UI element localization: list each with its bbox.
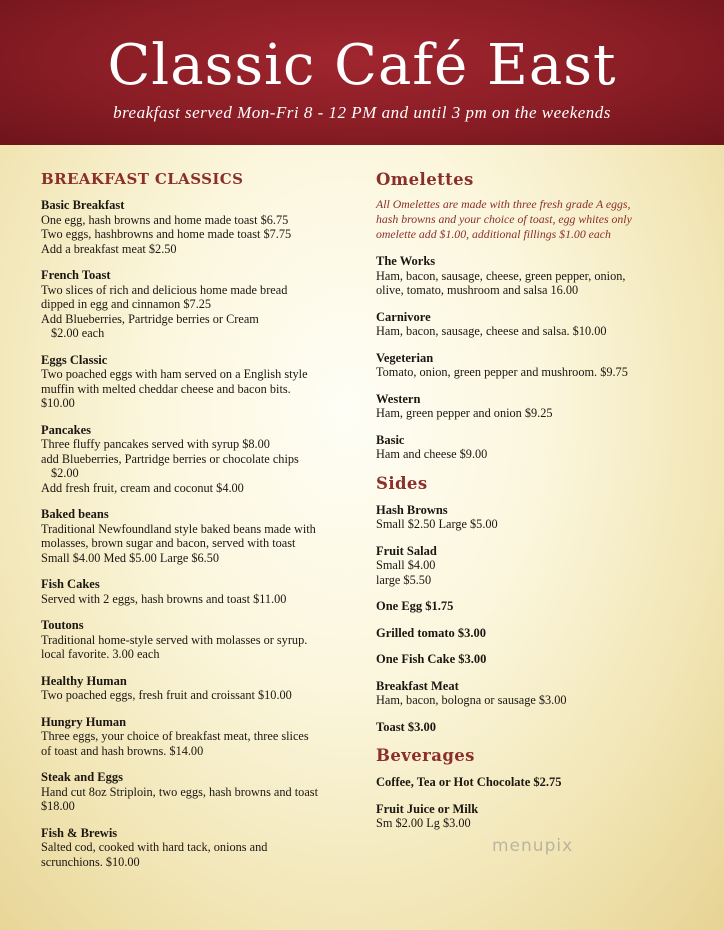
menu-item-description: Tomato, onion, green pepper and mushroom. $9.75 [376, 365, 628, 379]
menu-item-description: Two eggs, hashbrowns and home made toast $7.75 [41, 227, 292, 241]
menu-item [41, 770, 341, 814]
menu-item [41, 674, 341, 703]
menu-item-name: Toast $3.00 [376, 719, 436, 734]
menu-item-description: add Blueberries, Partridge berries or chocolate chips [41, 451, 299, 466]
menu-item-description: Small $4.00 Med $5.00 Large $6.50 [41, 550, 220, 565]
menu-item-name: Toutons [41, 618, 84, 632]
menu-item-description: Three eggs, your choice of breakfast meat, three slices [41, 729, 309, 743]
menu-item-name: Steak and Eggs [41, 770, 123, 784]
menu-item [376, 310, 676, 339]
menu-item [376, 775, 676, 790]
menu-item [376, 392, 676, 421]
menu-item [41, 423, 341, 496]
menu-item-description: $10.00 [41, 396, 75, 410]
menu-item-description: olive, tomato, mushroom and salsa 16.00 [376, 283, 579, 297]
menu-item [376, 626, 676, 641]
menu-item-name: Eggs Classic [41, 352, 108, 367]
menu-item-description: molasses, brown sugar and bacon, served with toast [41, 536, 296, 550]
menu-item-description: $2.00 [51, 466, 79, 480]
menu-item [41, 507, 341, 565]
menu-item-description: Ham and cheese $9.00 [376, 447, 488, 461]
menu-item-name: Healthy Human [41, 673, 127, 688]
menu-item-description: Sm $2.00 Lg $3.00 [376, 816, 471, 830]
menu-item-description: muffin with melted cheddar cheese and bacon bits. [41, 381, 291, 396]
menu-item-name: One Fish Cake $3.00 [376, 652, 487, 666]
right-column [376, 170, 676, 843]
menu-item-name: Pancakes [41, 422, 91, 437]
menu-item-description: Ham, bacon, sausage, cheese, green pepper, onion, [376, 268, 626, 283]
restaurant-title: Classic Café East [107, 33, 617, 98]
menu-item [376, 254, 676, 298]
menu-header [0, 0, 724, 145]
menu-item-description: One egg, hash browns and home made toast $6.75 [41, 212, 289, 227]
menupix-watermark: menupix [492, 836, 574, 856]
beverage-items [376, 775, 676, 831]
menu-item [376, 599, 676, 614]
menu-item-name: Baked beans [41, 507, 109, 521]
menu-item-description: Traditional Newfoundland style baked beans made with [41, 521, 316, 536]
omelettes-heading: Omelettes [376, 170, 474, 189]
menu-item [41, 618, 341, 662]
omelettes-note [376, 197, 676, 242]
omelette-items [376, 254, 676, 462]
menu-item-description: dipped in egg and cinnamon $7.25 [41, 297, 212, 311]
menu-item-name: Hash Browns [376, 502, 448, 517]
menu-item-description: local favorite. 3.00 each [41, 647, 160, 661]
menu-item-name: Basic [376, 432, 405, 447]
menu-item [41, 715, 341, 759]
menu-item-name: One Egg $1.75 [376, 599, 454, 613]
menu-item-description: large $5.50 [376, 572, 432, 587]
menu-item-name: Fruit Salad [376, 543, 437, 558]
menu-item-description: $18.00 [41, 799, 75, 813]
menu-item-description: Served with 2 eggs, hash browns and toast $11.00 [41, 591, 287, 606]
menu-item-name: Coffee, Tea or Hot Chocolate $2.75 [376, 775, 562, 789]
breakfast-classics-heading: BREAKFAST CLASSICS [41, 170, 244, 188]
menu-item-name: Hungry Human [41, 714, 127, 729]
menu-item-description: scrunchions. $10.00 [41, 854, 140, 869]
menu-item-name: Grilled tomato $3.00 [376, 625, 487, 640]
menu-item-description: Add a breakfast meat $2.50 [41, 241, 177, 256]
menu-item-description: Salted cod, cooked with hard tack, onions and [41, 840, 268, 854]
left-column [41, 170, 341, 881]
menu-item-description: Small $4.00 [376, 558, 436, 572]
menu-item [376, 720, 676, 735]
menu-item-name: Western [376, 391, 421, 406]
menu-item [41, 268, 341, 341]
menu-item-description: Ham, bacon, bologna or sausage $3.00 [376, 693, 567, 707]
sides-heading: Sides [376, 473, 428, 493]
menu-item-description: Ham, bacon, sausage, cheese and salsa. $10.00 [376, 324, 607, 338]
menu-item-description: Two poached eggs, fresh fruit and croissant $10.00 [41, 688, 292, 702]
menu-item [376, 544, 676, 588]
menu-item-name: The Works [376, 254, 436, 268]
beverages-heading: Beverages [376, 746, 475, 765]
menu-item-name: Carnivore [376, 309, 431, 324]
menu-item-description: Hand cut 8oz Striploin, two eggs, hash browns and toast [41, 784, 318, 799]
menu-item-description: Ham, green pepper and onion $9.25 [376, 406, 553, 420]
breakfast-items [41, 198, 341, 869]
menu-item [41, 198, 341, 256]
menu-item-description: Three fluffy pancakes served with syrup $8.00 [41, 437, 270, 451]
menu-item-description: Small $2.50 Large $5.00 [376, 517, 498, 531]
menu-item-description: Add Blueberries, Partridge berries or Cream [41, 311, 259, 326]
menu-item-name: Breakfast Meat [376, 678, 459, 693]
menu-item [376, 351, 676, 380]
menu-item-description: Two poached eggs with ham served on a English style [41, 367, 308, 381]
menu-item-name: Vegeterian [376, 350, 434, 365]
menu-item-description: of toast and hash browns. $14.00 [41, 743, 204, 758]
sides-items [376, 503, 676, 735]
menu-item [376, 433, 676, 462]
menu-item [376, 503, 676, 532]
hours-subtitle: breakfast served Mon-Fri 8 - 12 PM and until 3 pm on the weekends [113, 103, 611, 122]
menu-item [41, 826, 341, 870]
menu-item-name: French Toast [41, 268, 111, 282]
note-line: omelette add $1.00, additional fillings $1.00 each [376, 227, 611, 241]
note-line: All Omelettes are made with three fresh grade A eggs, [376, 197, 631, 211]
menu-item-name: Basic Breakfast [41, 198, 125, 212]
menu-item [376, 652, 676, 667]
menu-item-description: Add fresh fruit, cream and coconut $4.00 [41, 480, 244, 495]
menu-item [376, 679, 676, 708]
menu-item [41, 353, 341, 411]
menu-item-description: $2.00 each [51, 326, 105, 340]
menu-item-name: Fish & Brewis [41, 825, 118, 840]
menu-item [41, 577, 341, 606]
menu-item-name: Fish Cakes [41, 577, 100, 591]
menu-item-description: Traditional home-style served with molasses or syrup. [41, 632, 308, 647]
menu-item [376, 802, 676, 831]
menu-item-description: Two slices of rich and delicious home made bread [41, 282, 288, 297]
note-line: hash browns and your choice of toast, egg whites only [376, 212, 632, 226]
menu-item-name: Fruit Juice or Milk [376, 801, 479, 816]
